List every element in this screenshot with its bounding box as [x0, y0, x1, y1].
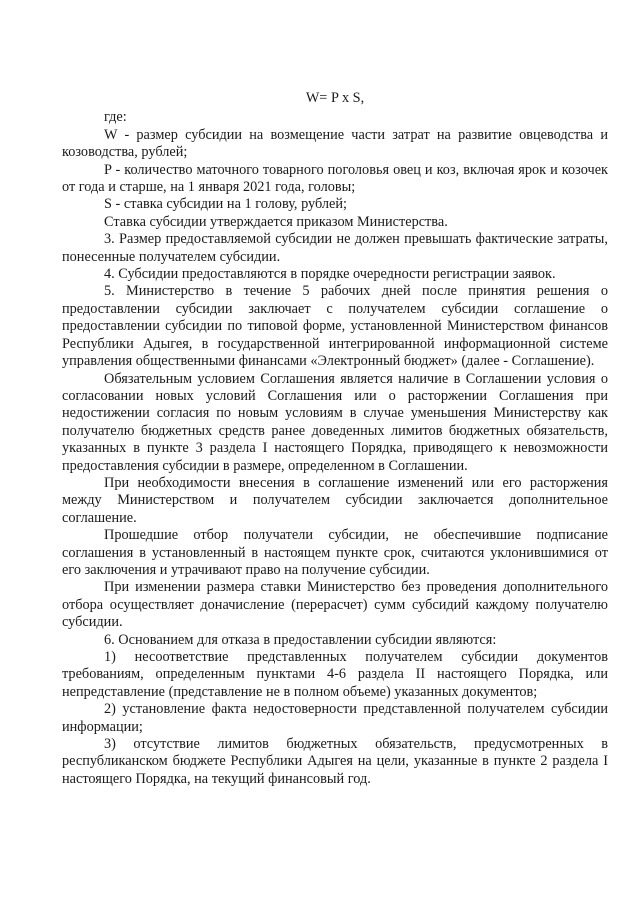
paragraph-item-3: 3. Размер предоставляемой субсидии не должен превышать фактические затраты, понесенные получателем субсидии. — [62, 231, 608, 265]
paragraph-rate-change: При изменении размера ставки Министерство без проведения дополнительного отбора осуществляет доначисление (перерасчет) сумм субсидий каждому получателю субсидии. — [62, 579, 608, 631]
paragraph-item-4: 4. Субсидии предоставляются в порядке очередности регистрации заявок. — [104, 266, 556, 283]
paragraph-evasion: Прошедшие отбор получатели субсидии, не обеспечившие подписание соглашения в установленный в настоящем пункте срок, считаются уклонившимися от его заключения и утрачивают право на получение субсидии. — [62, 527, 608, 578]
paragraph-w-definition: W - размер субсидии на возмещение части затрат на развитие овцеводства и козоводства, рублей; — [62, 126, 608, 161]
formula-line: W= P x S, — [305, 90, 365, 106]
paragraph-refusal-3: 3) отсутствие лимитов бюджетных обязательств, предусмотренных в республиканском бюджете Республики Адыгея на цели, указанные в пункте 2 раздела I настоящего Порядка, на текущий финансовый год. — [62, 736, 608, 787]
paragraph-p-definition: P - количество маточного товарного поголовья овец и коз, включая ярок и козочек от года и старше, на 1 января 2021 года, головы; — [62, 161, 608, 196]
paragraph-item-6: 6. Основанием для отказа в предоставлении субсидии являются: — [104, 631, 497, 648]
document-body — [62, 90, 608, 788]
paragraph-refusal-1: 1) несоответствие представленных получателем субсидии документов требованиям, определенным пунктами 4-6 раздела II настоящего Порядка, или непредставление (представление не в полном объеме) указанных документов; — [62, 649, 608, 700]
paragraph-item-5: 5. Министерство в течение 5 рабочих дней после принятия решения о предоставлении субсидии заключает с получателем субсидии соглашение о предоставлении субсидии по типовой форме, установленной Министерством финансов Республики Адыгея, в государственной интегрированной информационной системе управления общественными финансами «Электронный бюджет» (далее - Соглашение). — [62, 283, 608, 370]
paragraph-amendments: При необходимости внесения в соглашение изменений или его расторжения между Министерством и получателем субсидии заключается дополнительное соглашение. — [62, 474, 608, 526]
paragraph-where: где: — [104, 109, 127, 126]
paragraph-rate-approval: Ставка субсидии утверждается приказом Министерства. — [104, 213, 448, 230]
paragraph-refusal-2: 2) установление факта недостоверности представленной получателем субсидии информации; — [62, 701, 608, 735]
paragraph-s-definition: S - ставка субсидии на 1 голову, рублей; — [104, 196, 348, 213]
paragraph-mandatory-condition: Обязательным условием Соглашения является наличие в Соглашении условия о согласовании новых условий Соглашения или о расторжении Соглашения при недостижении согласия по новым условиям в случае уменьшения Министерству как получателю бюджетных средств ранее доведенных лимитов бюджетных обязательств, указанных в пункте 3 раздела I настоящего Порядка, приводящего к невозможности предоставления субсидии в размере, определенном в Соглашении. — [62, 370, 608, 474]
